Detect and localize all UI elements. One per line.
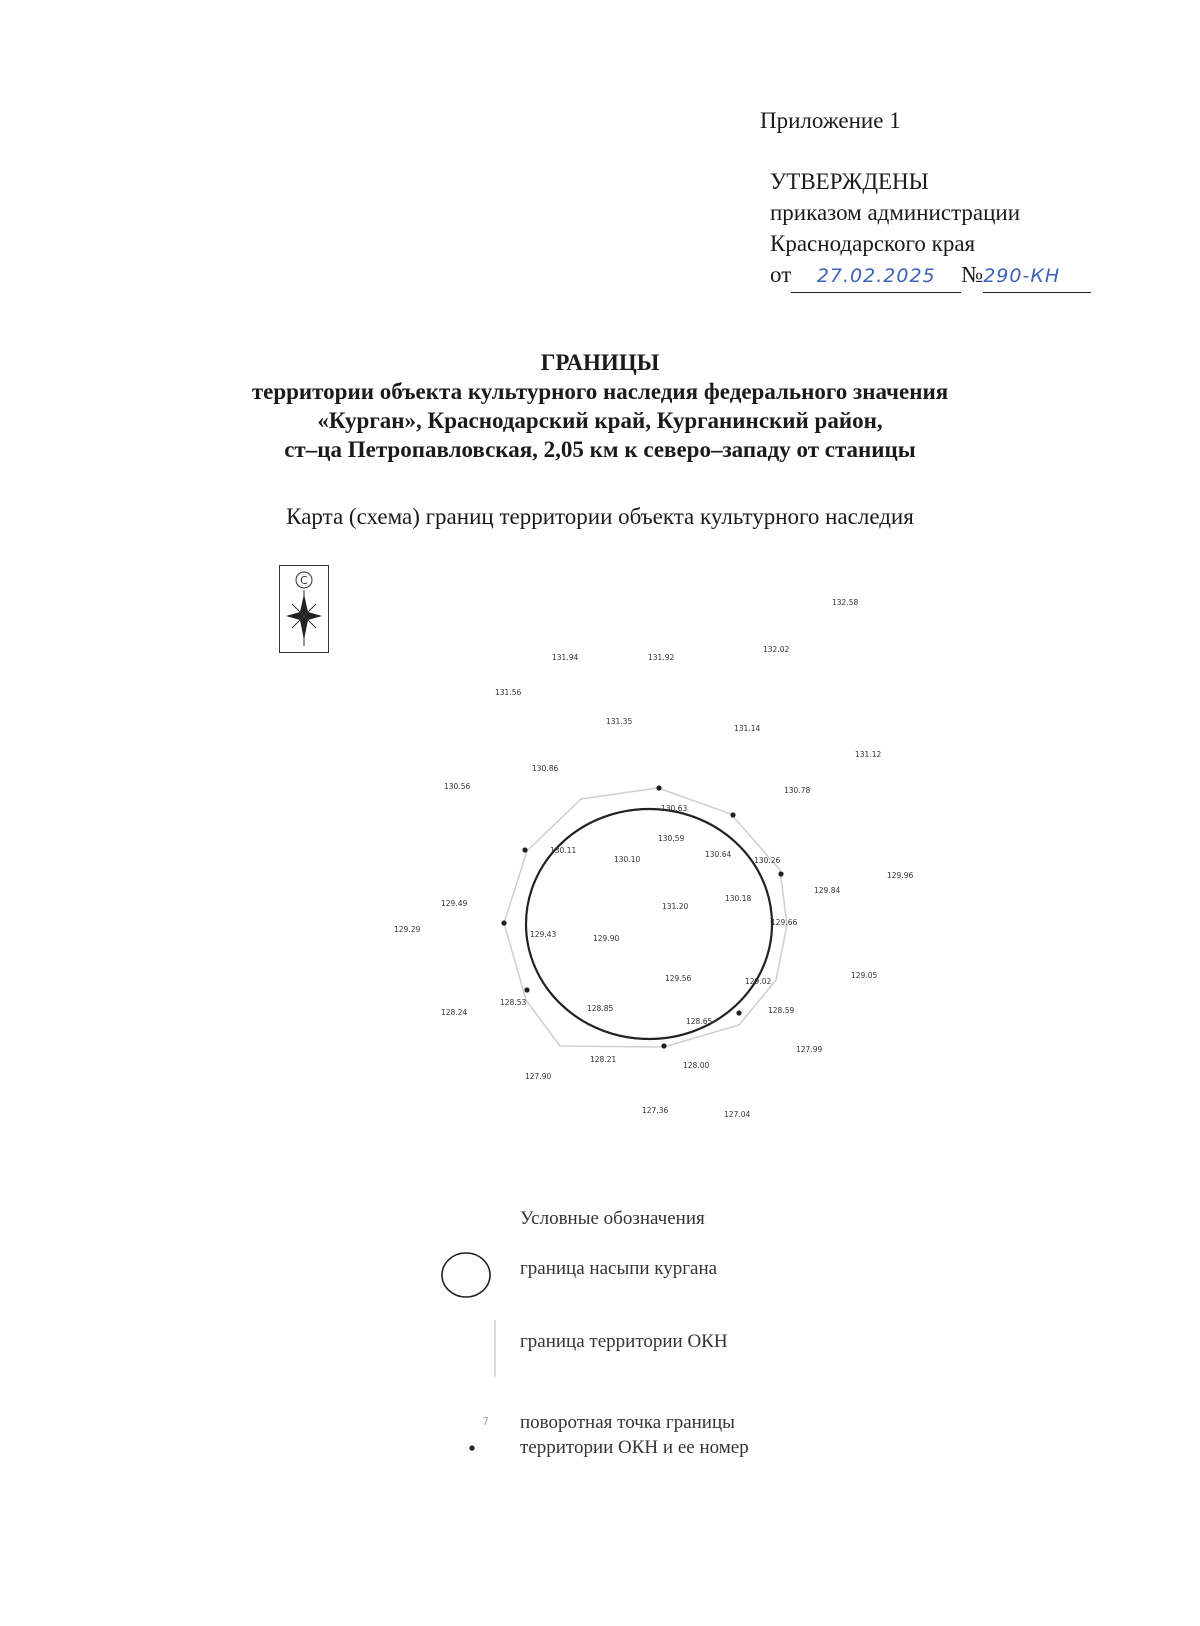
elevation-mark: 127.04 xyxy=(724,1110,751,1119)
elevation-mark: 129.66 xyxy=(771,918,798,927)
elevation-mark: 131.35 xyxy=(606,717,633,726)
date-value: 27.02.2025 xyxy=(816,265,936,287)
elevation-mark: 130.86 xyxy=(532,764,559,773)
elevation-mark: 132.02 xyxy=(763,645,790,654)
elevation-mark: 128.59 xyxy=(768,1006,795,1015)
order-line-1: приказом администрации xyxy=(770,200,1021,225)
legend-mound-symbol xyxy=(442,1253,490,1297)
elevation-mark: 128.65 xyxy=(686,1017,713,1026)
legend-point-symbol xyxy=(469,1445,474,1450)
turning-point xyxy=(656,785,661,790)
okn-territory-boundary xyxy=(504,788,787,1047)
elevation-marks xyxy=(394,598,913,1119)
legend-territory-label: граница территории ОКН xyxy=(520,1331,728,1352)
elevation-mark: 130.56 xyxy=(444,782,471,791)
elevation-mark: 130.78 xyxy=(784,786,811,795)
elevation-mark: 129.90 xyxy=(593,934,620,943)
elevation-mark: 127.36 xyxy=(642,1106,669,1115)
elevation-mark: 129.05 xyxy=(851,971,878,980)
appendix-label: Приложение 1 xyxy=(760,108,901,133)
elevation-mark: 131.94 xyxy=(552,653,579,662)
title-line-3: ст–ца Петропавловская, 2,05 км к северо–западу от станицы xyxy=(284,437,916,462)
elevation-mark: 131.14 xyxy=(734,724,761,733)
mound-boundary xyxy=(526,809,772,1039)
compass-north-label: С xyxy=(300,574,308,587)
elevation-mark: 129.29 xyxy=(394,925,421,934)
elevation-mark: 129.96 xyxy=(887,871,914,880)
turning-point xyxy=(524,987,529,992)
legend-point-label xyxy=(520,1410,749,1460)
legend-point-line-2: территории ОКН и ее номер xyxy=(520,1437,749,1458)
elevation-mark: 130.18 xyxy=(725,894,752,903)
elevation-mark: 127.90 xyxy=(525,1072,552,1081)
elevation-mark: 128.53 xyxy=(500,998,527,1007)
elevation-mark: 127.99 xyxy=(796,1045,823,1054)
elevation-mark: 131.56 xyxy=(495,688,522,697)
elevation-mark: 129.02 xyxy=(745,977,772,986)
turning-point xyxy=(778,871,783,876)
title-heading: ГРАНИЦЫ xyxy=(540,350,660,375)
elevation-mark: 130.63 xyxy=(661,804,688,813)
elevation-mark: 128.85 xyxy=(587,1004,614,1013)
legend-point-number: 7 xyxy=(482,1415,489,1428)
elevation-mark: 128.00 xyxy=(683,1061,710,1070)
date-prefix: от xyxy=(770,262,792,287)
elevation-mark: 128.21 xyxy=(590,1055,617,1064)
order-line-2: Краснодарского края xyxy=(770,231,976,256)
turning-point xyxy=(730,812,735,817)
turning-point xyxy=(736,1010,741,1015)
elevation-mark: 131.92 xyxy=(648,653,675,662)
turning-point xyxy=(501,920,506,925)
legend-mound-label: граница насыпи кургана xyxy=(520,1258,718,1279)
elevation-mark: 130.11 xyxy=(550,846,577,855)
elevation-mark: 129.49 xyxy=(441,899,468,908)
map-title: Карта (схема) границ территории объекта культурного наследия xyxy=(286,504,914,529)
elevation-mark: 130.59 xyxy=(658,834,685,843)
elevation-mark: 131.12 xyxy=(855,750,882,759)
elevation-mark: 129.84 xyxy=(814,886,841,895)
turning-point xyxy=(661,1043,666,1048)
number-value: 290-КН xyxy=(983,265,1061,287)
turning-point xyxy=(522,847,527,852)
elevation-mark: 132.58 xyxy=(832,598,859,607)
elevation-mark: 129.56 xyxy=(665,974,692,983)
elevation-mark: 129.43 xyxy=(530,930,557,939)
elevation-mark: 130.26 xyxy=(754,856,781,865)
number-sign: № xyxy=(961,262,984,287)
elevation-mark: 130.10 xyxy=(614,855,641,864)
title-line-1: территории объекта культурного наследия федерального значения xyxy=(251,379,949,404)
elevation-mark: 131.20 xyxy=(662,902,689,911)
elevation-mark: 130.64 xyxy=(705,850,732,859)
title-line-2: «Курган», Краснодарский край, Курганинский район, xyxy=(317,408,883,433)
legend-point-line-1: поворотная точка границы xyxy=(520,1412,735,1433)
approved-label: УТВЕРЖДЕНЫ xyxy=(770,169,929,194)
elevation-mark: 128.24 xyxy=(441,1008,468,1017)
legend-title: Условные обозначения xyxy=(520,1208,705,1229)
